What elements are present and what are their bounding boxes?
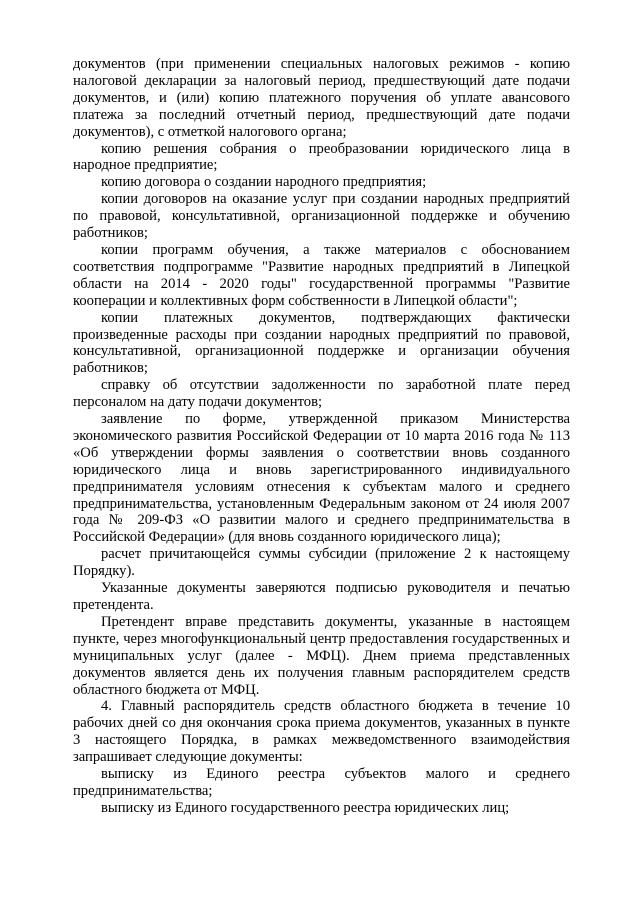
paragraph-no-debt-certificate: справку об отсутствии задолженности по заработной плате перед персоналом на дату подачи документов; <box>73 377 570 411</box>
paragraph-section-4: 4. Главный распорядитель средств областного бюджета в течение 10 рабочих дней со дня окончания срока приема документов, указанных в пункте 3 настоящего Порядка, в рамках межведомственного взаимодействия запрашивает следующие документы: <box>73 698 570 766</box>
paragraph-subsidy-calculation: расчет причитающейся суммы субсидии (приложение 2 к настоящему Порядку). <box>73 546 570 580</box>
paragraph-legal-entities-extract: выписку из Единого государственного реестра юридических лиц; <box>101 799 510 816</box>
paragraph-documents-tax: документов (при применении специальных налоговых режимов - копию налоговой декларации за налоговый период, предшествующий дате подачи документов, и (или) копию платежного поручения об уплате авансового платежа за последний отчетный период, предшествующий дате подачи документов), с отметкой налогового органа; <box>73 56 570 140</box>
paragraph-certification: Указанные документы заверяются подписью руководителя и печатью претендента. <box>73 580 570 613</box>
paragraph-decision-copy: копию решения собрания о преобразовании юридического лица в народное предприятие; <box>73 140 570 174</box>
paragraph-service-contracts: копии договоров на оказание услуг при создании народных предприятий по правовой, консультативной, организационной поддержке и обучению работников; <box>73 191 570 242</box>
paragraph-mfc-submission: Претендент вправе представить документы, указанные в настоящем пункте, через многофункциональный центр предоставления государственных и муниципальных услуг (далее - МФЦ). Днем приема представленных документов является день их получения главным распорядителем средств областного бюджета от МФЦ. <box>73 613 570 698</box>
paragraph-application-form: заявление по форме, утвержденной приказом Министерства экономического развития Российской Федерации от 10 марта 2016 года № 113 «Об утверждении формы заявления о соответствии вновь созданного юридического лица и вновь зарегистрированного индивидуального предпринимателя условиям отнесения к субъектам малого и среднего предпринимательства, установленным Федеральным законом от 24 июля 2007 года № 209-ФЗ «О развитии малого и среднего предпринимательства в Российской Федерации» (для вновь созданного юридического лица); <box>73 411 570 546</box>
paragraph-contract-copy: копию договора о создании народного предприятия; <box>101 174 427 191</box>
paragraph-payment-documents: копии платежных документов, подтверждающих фактически произведенные расходы при создании народных предприятий по правовой, консультативной, организационной поддержке и организации обучения работников; <box>73 309 570 377</box>
paragraph-sme-registry-extract: выписку из Единого реестра субъектов малого и среднего предпринимательства; <box>73 766 570 799</box>
paragraph-training-programs: копии программ обучения, а также материалов с обоснованием соответствия подпрограмме "Развитие народных предприятий в Липецкой области на 2014 - 2020 годы" государственной программы "Развитие кооперации и коллективных форм собственности в Липецкой области"; <box>73 241 570 309</box>
